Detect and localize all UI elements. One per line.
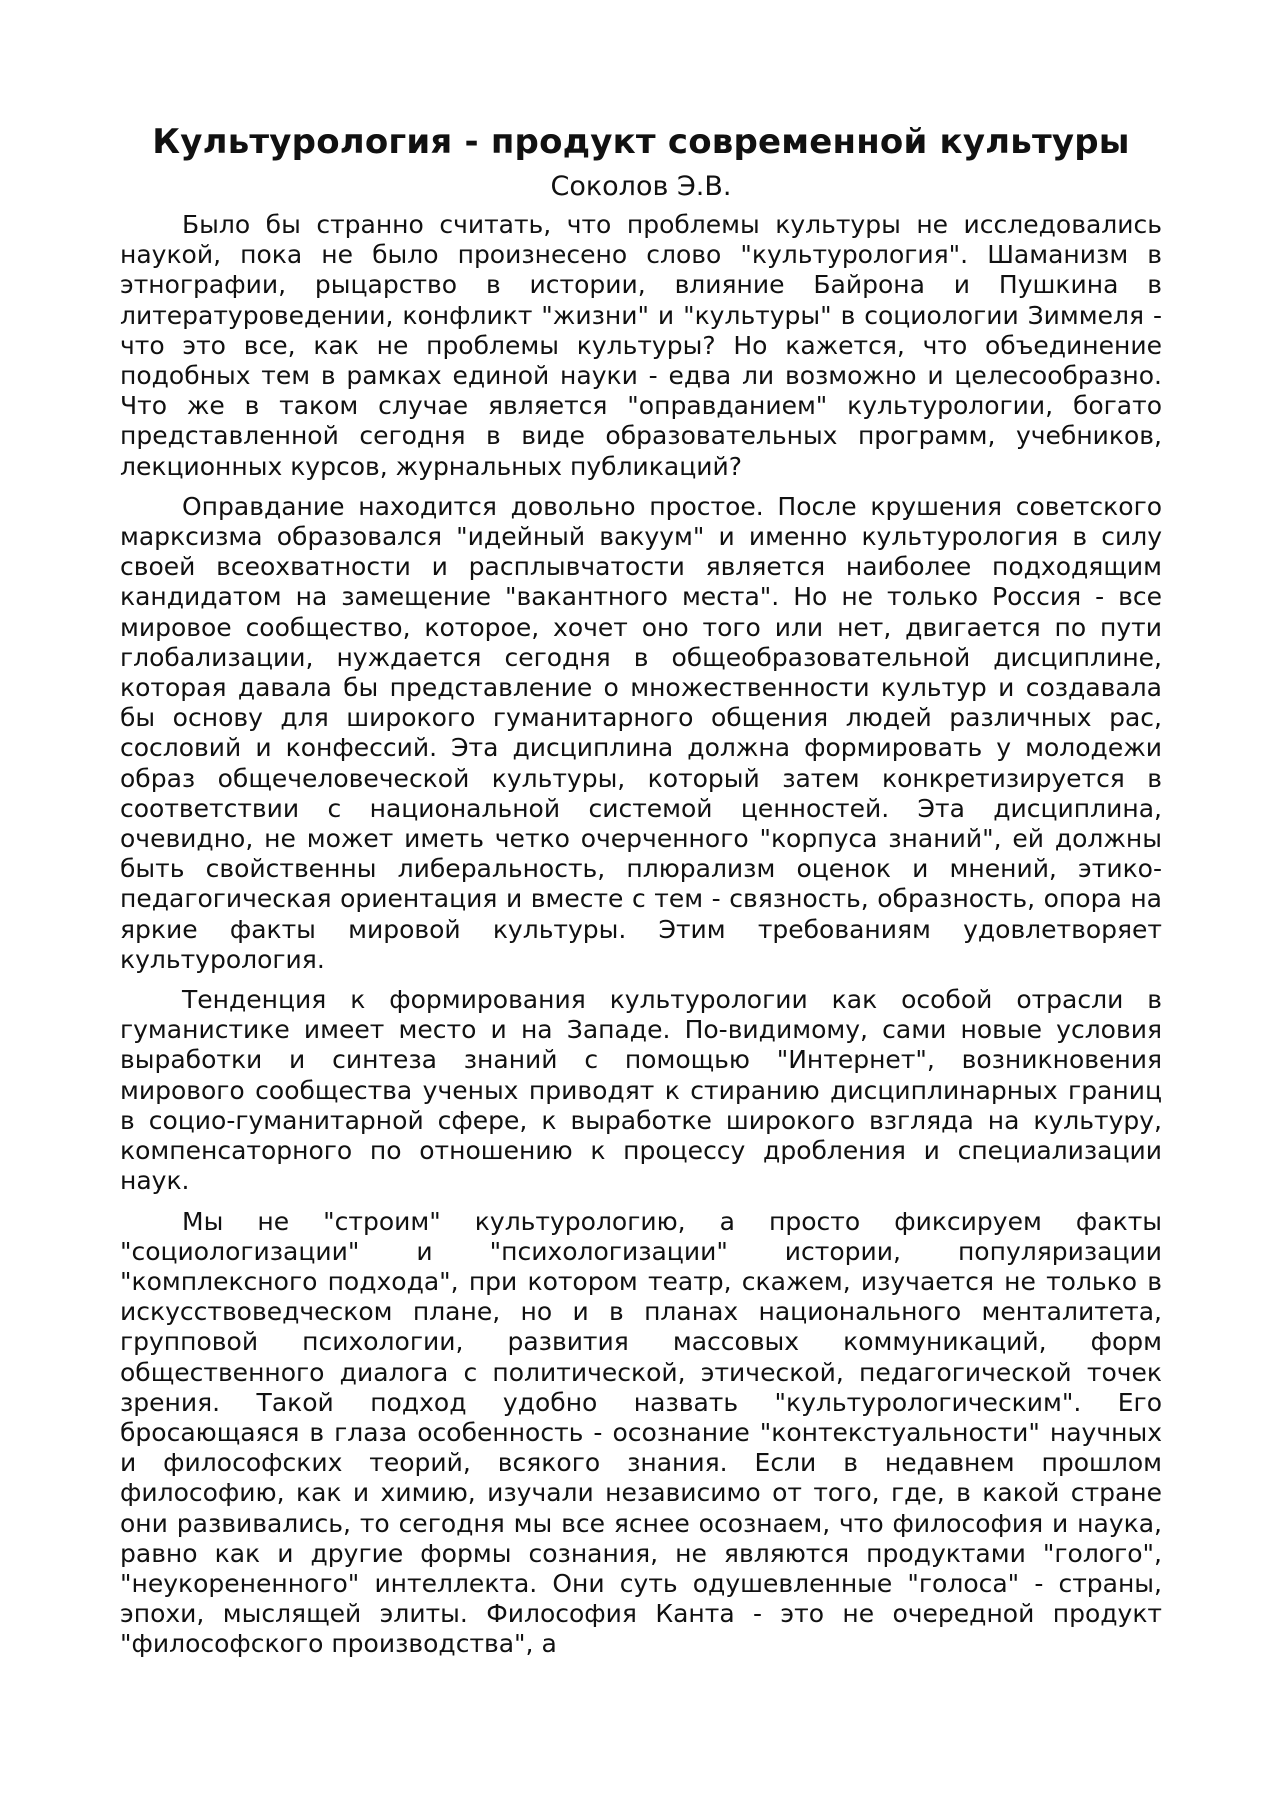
- paragraph: Тенденция к формирования культурологии как особой отрасли в гуманистике имеет место и на Западе. По-видимому, сами новые условия выработки и синтеза знаний с помощью "Интернет", возникновения мирового сообщества ученых приводят к стиранию дисциплинарных границ в социо-гуманитарной сфере, к выработке широкого взгляда на культуру, компенсаторного по отношению к процессу дробления и специализации наук.: [120, 985, 1162, 1196]
- document-title: Культурология - продукт современной культуры: [152, 122, 1130, 162]
- document-body: [120, 120, 1162, 1660]
- paragraph: Мы не "строим" культурологию, а просто фиксируем факты "социологизации" и "психологизации" истории, популяризации "комплексного подхода", при котором театр, скажем, изучается не только в искусствоведческом плане, но и в планах национального менталитета, групповой психологии, развития массовых коммуникаций, форм общественного диалога с политической, этической, педагогической точек зрения. Такой подход удобно назвать "культурологическим". Его бросающаяся в глаза особенность - осознание "контекстуальности" научных и философских теорий, всякого знания. Если в недавнем прошлом философию, как и химию, изучали независимо от того, где, в какой стране они развивались, то сегодня мы все яснее осознаем, что философия и наука, равно как и другие формы сознания, не являются продуктами "голого", "неукорененного" интеллекта. Они суть одушевленные "голоса" - страны, эпохи, мыслящей элиты. Философия Канта - это не очередной продукт "философского производства", а: [120, 1206, 1162, 1659]
- paragraph: Оправдание находится довольно простое. После крушения советского марксизма образовался "идейный вакуум" и именно культурология в силу своей всеохватности и расплывчатости является наиболее подходящим кандидатом на замещение "вакантного места". Но не только Россия - все мировое сообщество, которое, хочет оно того или нет, двигается по пути глобализации, нуждается сегодня в общеобразовательной дисциплине, которая давала бы представление о множественности культур и создавала бы основу для широкого гуманитарного общения людей различных рас, сословий и конфессий. Эта дисциплина должна формировать у молодежи образ общечеловеческой культуры, который затем конкретизируется в соответствии с национальной системой ценностей. Эта дисциплина, очевидно, не может иметь четко очерченного "корпуса знаний", ей должны быть свойственны либеральность, плюрализм оценок и мнений, этико-педагогическая ориентация и вместе с тем - связность, образность, опора на яркие факты мировой культуры. Этим требованиям удовлетворяет культурология.: [120, 491, 1162, 974]
- paragraph: Было бы странно считать, что проблемы культуры не исследовались наукой, пока не было произнесено слово "культурология". Шаманизм в этнографии, рыцарство в истории, влияние Байрона и Пушкина в литературоведении, конфликт "жизни" и "культуры" в социологии Зиммеля - что это все, как не проблемы культуры? Но кажется, что объединение подобных тем в рамках единой науки - едва ли возможно и целесообразно. Что же в таком случае является "оправданием" культурологии, богато представленной сегодня в виде образовательных программ, учебников, лекционных курсов, журнальных публикаций?: [120, 210, 1162, 481]
- document-author: Соколов Э.В.: [550, 171, 732, 202]
